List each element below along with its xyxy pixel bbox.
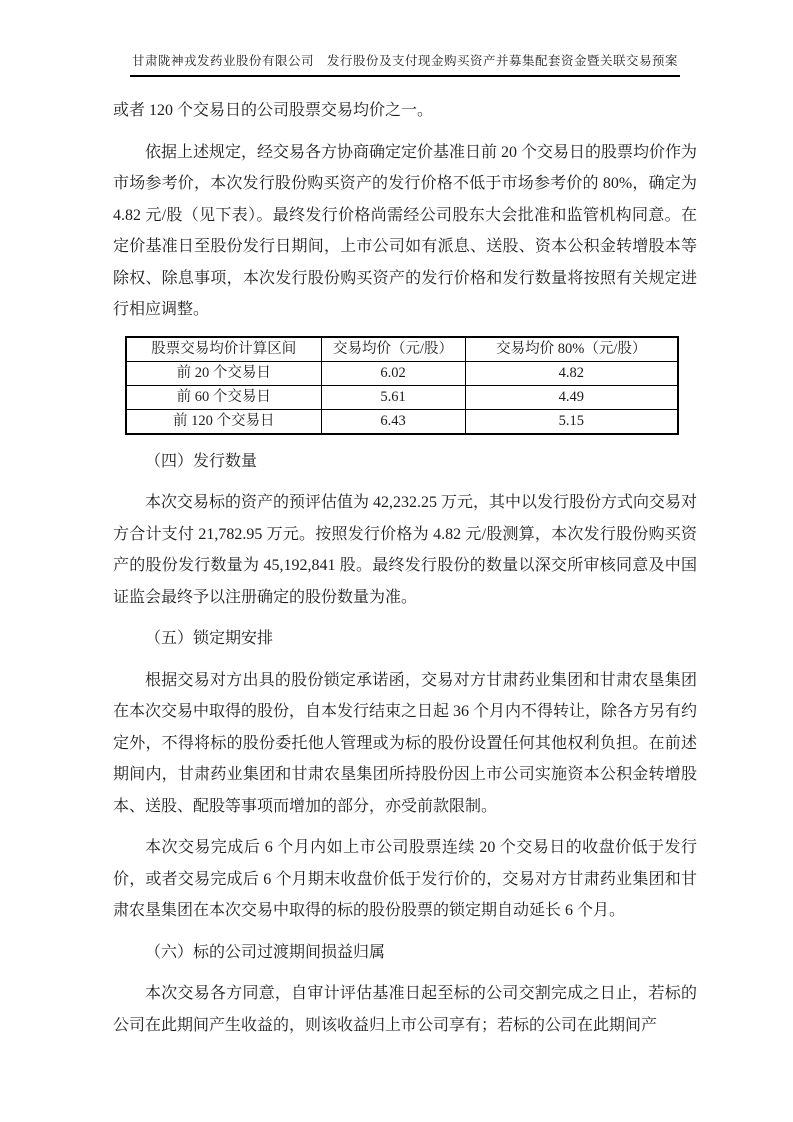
document-body — [113, 95, 697, 1051]
page-header — [113, 52, 697, 77]
paragraph-lockup-commitment: 根据交易对方出具的股份锁定承诺函，交易对方甘肃药业集团和甘肃农垦集团在本次交易中取得的股份，自本发行结束之日起 36 个月内不得转让，除各方另有约定外，不得将标的股份委托他人管理或为标的股份设置任何其他权利负担。在前述期间内，甘肃药业集团和甘肃农垦集团所持股份因上市公司实施资本公积金转增股本、送股、配股等事项而增加的部分，亦受前款限制。 — [113, 671, 698, 815]
section-heading-lockup: （五）锁定期安排 — [145, 630, 274, 647]
table-cell-interval: 前 20 个交易日 — [126, 361, 321, 385]
paragraph-issue-quantity: 本次交易标的资产的预评估值为 42,232.25 万元，其中以发行股份方式向交易对方合计支付 21,782.95 万元。按照发行价格为 4.82 元/股测算，本次发行股份购买资产的股份发行数量为 45,192,841 股。最终发行股份的数量以深交所审核同意及中国证监会最终予以注册确定的股份数量为准。 — [113, 494, 698, 606]
price-table — [125, 336, 679, 435]
price-table-header-row — [126, 337, 678, 362]
table-cell-interval: 前 120 个交易日 — [126, 409, 321, 434]
table-cell-avg-price: 5.61 — [321, 385, 465, 409]
table-cell-avg-price: 6.43 — [321, 409, 465, 434]
price-table-header-cell-avg-price: 交易均价（元/股） — [321, 337, 465, 362]
paragraph-transition-pnl: 本次交易各方同意，自审计评估基准日起至标的公司交割完成之日止，若标的公司在此期间产生收益的，则该收益归上市公司享有；若标的公司在此期间产 — [113, 985, 697, 1034]
paragraph-lockup-extension: 本次交易完成后 6 个月内如上市公司股票连续 20 个交易日的收盘价低于发行价，或者交易完成后 6 个月期末收盘价低于发行价的，交易对方甘肃药业集团和甘肃农垦集团在本次交易中取得的标的股份股票的锁定期自动延长 6 个月。 — [113, 839, 697, 919]
price-table-row-20-days — [126, 361, 678, 385]
price-table-row-120-days — [126, 409, 678, 434]
price-table-header-cell-avg-price-80: 交易均价 80%（元/股） — [465, 337, 678, 362]
paragraph-continuation: 或者 120 个交易日的公司股票交易均价之一。 — [113, 102, 434, 119]
section-heading-transition-pnl: （六）标的公司过渡期间损益归属 — [145, 943, 386, 961]
price-table-header-cell-interval: 股票交易均价计算区间 — [126, 337, 321, 362]
header-title: 甘肃陇神戎发药业股份有限公司 发行股份及支付现金购买资产并募集配套资金暨关联交易预案 — [130, 53, 680, 77]
paragraph-pricing-basis: 依据上述规定，经交易各方协商确定定价基准日前 20 个交易日的股票均价作为市场参考价，本次发行股份购买资产的发行价格不低于市场参考价的 80%，确定为 4.82 元/股（见下表）。最终发行价格尚需经公司股东大会批准和监管机构同意。在定价基准日至股份发行日期间，上市公司如有派息、送股、资本公积金转增股本等除权、除息事项，本次发行股份购买资产的发行价格和发行数量将按照有关规定进行相应调整。 — [113, 143, 698, 318]
table-cell-avg-price-80: 4.82 — [465, 361, 678, 385]
table-cell-interval: 前 60 个交易日 — [126, 385, 321, 409]
table-cell-avg-price-80: 5.15 — [465, 409, 678, 434]
table-cell-avg-price: 6.02 — [321, 361, 465, 385]
price-table-row-60-days — [126, 385, 678, 409]
section-heading-issue-quantity: （四）发行数量 — [145, 452, 258, 470]
table-cell-avg-price-80: 4.49 — [465, 385, 678, 409]
